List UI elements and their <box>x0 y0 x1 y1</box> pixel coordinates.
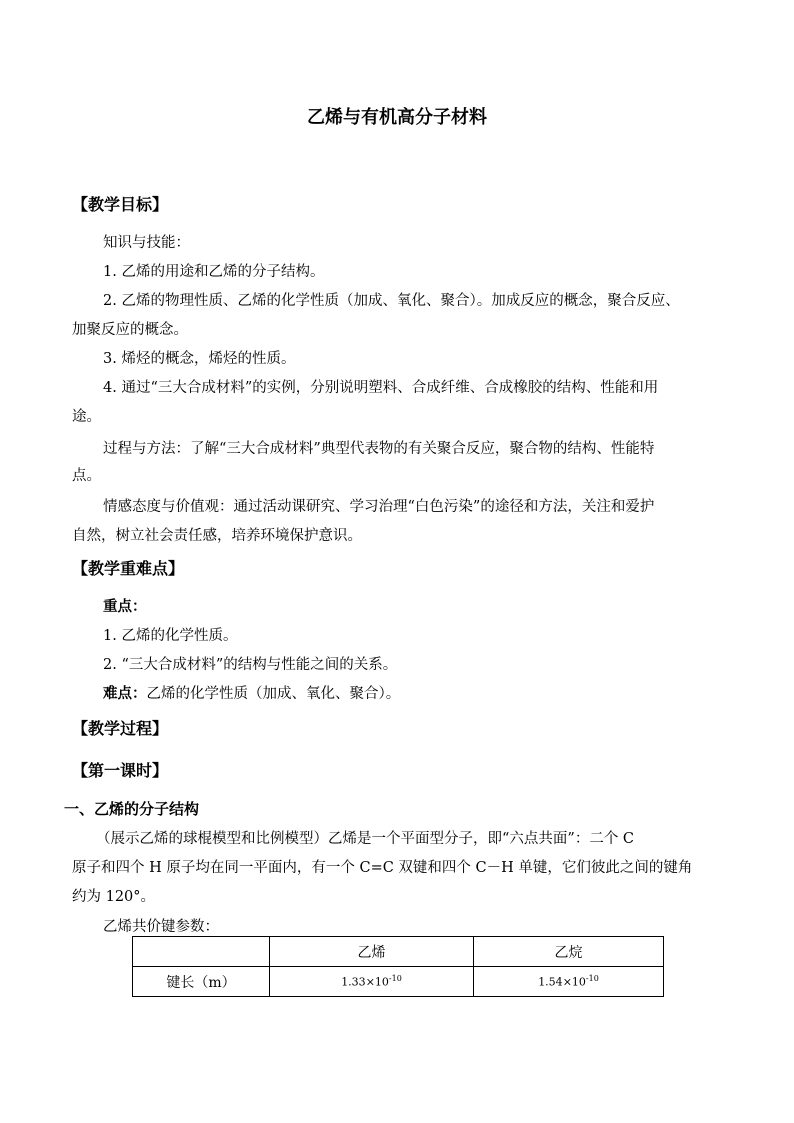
section-heading-key-points: 【教学重难点】 <box>72 559 185 578</box>
goal-item-4-line-1: 4. 通过“三大合成材料”的实例，分别说明塑料、合成纤维、合成橡胶的结构、性能和用 <box>103 380 659 396</box>
structure-paragraph-line-1: （展示乙烯的球棍模型和比例模型）乙烯是一个平面型分子，即“六点共面”：二个 C <box>96 831 635 847</box>
ethylene-bond-length <box>270 967 474 997</box>
section-heading-lesson-1: 【第一课时】 <box>72 761 169 780</box>
focus-heading: 重点： <box>103 599 147 615</box>
row-label-bond-length: 键长（m） <box>133 967 270 997</box>
goal-item-2-line-1: 2. 乙烯的物理性质、乙烯的化学性质（加成、氧化、聚合）。加成反应的概念，聚合反应、 <box>103 293 680 309</box>
focus-item-2: 2. “三大合成材料”的结构与性能之间的关系。 <box>103 657 398 673</box>
ethane-bond-length <box>474 967 664 997</box>
table-header-cell: 乙烯 <box>270 937 474 967</box>
difficulty-line <box>103 684 400 704</box>
table-header-cell <box>133 937 270 967</box>
ethane-exponent: -10 <box>585 974 599 984</box>
table-header-cell: 乙烷 <box>474 937 664 967</box>
table-caption: 乙烯共价键参数： <box>103 919 219 935</box>
attitude-line-1: 情感态度与价值观：通过活动课研究、学习治理“白色污染”的途径和方法，关注和爱护 <box>103 499 655 515</box>
goal-item-1: 1. 乙烯的用途和乙烯的分子结构。 <box>103 264 325 280</box>
bond-parameter-table <box>132 936 664 997</box>
ethylene-mantissa: 1.33 <box>341 975 366 989</box>
goal-item-4-line-2: 途。 <box>72 409 101 425</box>
ethylene-exponent: -10 <box>388 974 402 984</box>
difficulty-text: 乙烯的化学性质（加成、氧化、聚合）。 <box>146 686 401 702</box>
goal-item-2-line-2: 加聚反应的概念。 <box>72 322 188 338</box>
focus-item-1: 1. 乙烯的化学性质。 <box>103 628 238 644</box>
structure-paragraph-line-2: 原子和四个 H 原子均在同一平面内，有一个 C=C 双键和四个 C－H 单键，它们彼此之间的键角 <box>72 860 693 876</box>
section-heading-process: 【教学过程】 <box>72 719 169 738</box>
table-row <box>133 967 664 997</box>
process-method-line-1: 过程与方法：了解“三大合成材料”典型代表物的有关聚合反应，聚合物的结构、性能特 <box>103 441 655 457</box>
difficulty-label: 难点： <box>103 686 147 702</box>
process-method-line-2: 点。 <box>72 468 101 484</box>
molecular-structure-heading: 一、乙烯的分子结构 <box>64 800 200 818</box>
times-ten: ×10 <box>562 975 586 989</box>
structure-paragraph-line-3: 约为 120°。 <box>72 889 156 905</box>
document-title: 乙烯与有机高分子材料 <box>307 107 487 128</box>
goal-item-3: 3. 烯烃的概念，烯烃的性质。 <box>103 351 296 367</box>
attitude-line-2: 自然，树立社会责任感，培养环境保护意识。 <box>72 528 362 544</box>
table-row <box>133 937 664 967</box>
knowledge-heading: 知识与技能： <box>103 235 190 251</box>
section-heading-goals: 【教学目标】 <box>72 195 169 214</box>
times-ten: ×10 <box>365 975 389 989</box>
ethane-mantissa: 1.54 <box>538 975 563 989</box>
